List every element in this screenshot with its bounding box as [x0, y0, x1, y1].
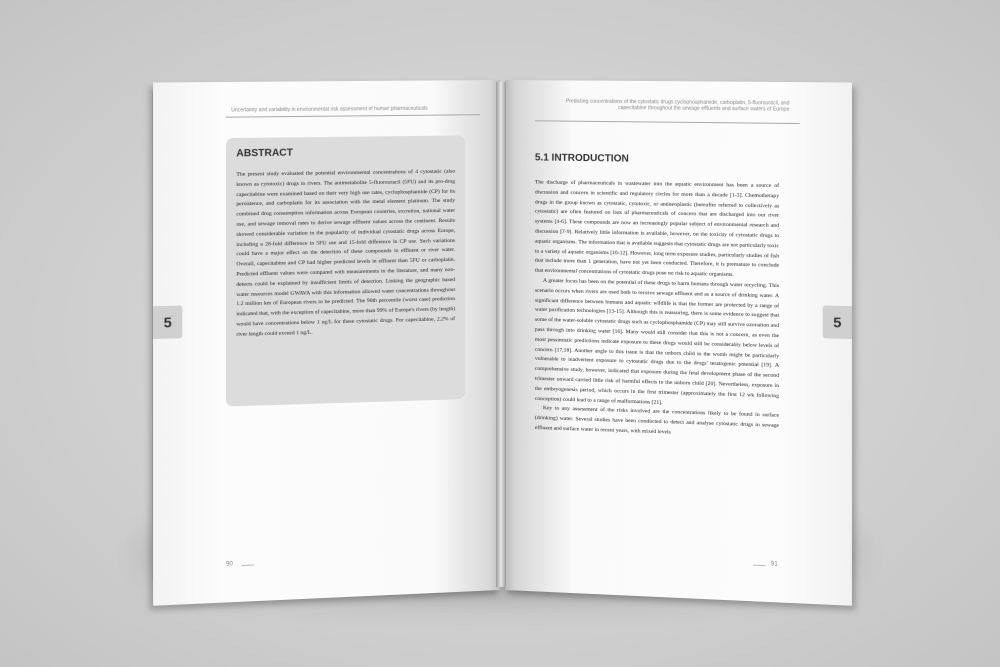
page-number-rule — [241, 565, 253, 567]
abstract-box — [226, 135, 465, 406]
abstract-title: ABSTRACT — [236, 147, 293, 160]
page-number-rule — [753, 565, 765, 567]
paragraph: The discharge of pharmaceuticals in wastewater into the aquatic environment has been a source of discussion and concern in scientific and regulatory circles for more than a decade [1-3]. Chemotherapy drugs in the group known as cytostatic, cytotoxic, or antineoplastic (hereafter referred to collectively as cytostatic) are often featured on lists of pharmaceuticals of concern that are discharged into our river systems [4-6]. These compounds are now an increasingly popular subject of environmental research and discussion [7-9]. Relatively little information is available, however, on the toxicity of cytostatic drugs to aquatic organisms. The information that is available suggests that cytostatic drugs are not particularly toxic to a variety of aquatic organisms [10-12]. However, long term exposure studies, particularly studies of fish that include more than 1 generation, have not yet been conducted. Therefore, it is premature to conclude that environmental concentrations of cytostatic drugs pose no risk to aquatic organisms. — [534, 179, 780, 279]
section-body — [535, 178, 779, 442]
book-gutter — [496, 82, 506, 587]
left-page — [153, 80, 500, 606]
header-rule — [226, 114, 480, 117]
abstract-text: The present study evaluated the potential environmental concentrations of 4 cytostatic (also known as cytotoxic) drugs in rivers. The antimetabolite 5-fluorouracil (5FU) and its pro-drug capecitabine were examined based on their very high use rates, cyclophosphamide (CP) for its persistence, and carboplatin for its association with the metal element platinum. The study combined drug consumption information across European countries, excretion, national water use, and sewage removal rates to derive sewage effluent values across the continent. Results showed considerable variation in the popularity of individual cytostatic drugs across Europe, including a 28-fold difference in 5FU use and 15-fold difference in CP use. Such variations could have a major effect on the detection of these compounds in effluent or river water. Overall, capecitabine and CP had higher predicted levels in effluent than 5FU or carboplatin. Predicted effluent values were compared with measurements in the literature, and many non-detects could be explained by insufficient limits of detection. Linking the geographic based water resources model GWAVA with this information allowed water concentrations throughout 1.2 million km of European rivers to be predicted. The 90th percentile (worst case) prediction indicated that, with the exception of capecitabine, more than 99% of Europe's rivers (by length) would have concentrations below 1 ng/L for these cytostatic drugs. For capecitabine, 2.2% of river length could exceed 1 ng/L. — [236, 168, 456, 338]
chapter-tab-left: 5 — [153, 305, 182, 339]
running-header-right: Predicting concentrations of the cytostatic drugs cyclophosphamide, carboplatin, 5-fluorouracil, and capecitabine throughout the sewage effluents and surface waters of Europe — [565, 98, 790, 113]
chapter-tab-right: 5 — [823, 305, 852, 339]
running-header-left: Uncertainty and variability in environmental risk assessment of human pharmaceuticals — [231, 105, 428, 114]
header-rule — [535, 120, 800, 124]
page-number-left: 90 — [225, 561, 233, 568]
paragraph: A greater focus has been on the potential of these drugs to harm humans through water recycling. This scenario occurs when rivers are used both to receive sewage effluent and as a source of drinking water. A significant difference between humans and aquatic wildlife is that the former are protected by a range of water purification technologies [13-15]. Although this is reassuring, there is some evidence to suggest that some of the water-soluble cytostatic drugs such as cyclophosphamide (CP) may still survive ozonation and pass through into drinking water [16]. Many would still consider that this is not a concern, as even the most pessimistic predictions indicate exposure to these drugs would still be considerably below levels of concern [17,18]. Another angle to this issue is that the unborn child in the womb might be particularly vulnerable to inadvertent exposure to cytostatic drugs due to the drugs' teratogenic potential [19]. A comprehensive study, however, indicated that exposure during the fetal development phase of the second trimester onward carried little risk of harmful effects to the unborn child [20]. Nevertheless, exposure in the embryogenesis period, which occurs in the first trimester (approximately the first 12 wk following conception) could lead to a range of malformations [21]. — [534, 277, 780, 406]
right-page — [505, 80, 852, 606]
page-number-right: 91 — [770, 561, 778, 568]
section-title: 5.1 INTRODUCTION — [534, 152, 629, 165]
paragraph: Key to any assessment of the risks involved are the concentrations likely to be found in surface (drinking) water. Several studies have been conducted to detect and analyse cytostatic drugs in sewage effluent and surface water in recent years, with mixed levels — [534, 405, 780, 436]
